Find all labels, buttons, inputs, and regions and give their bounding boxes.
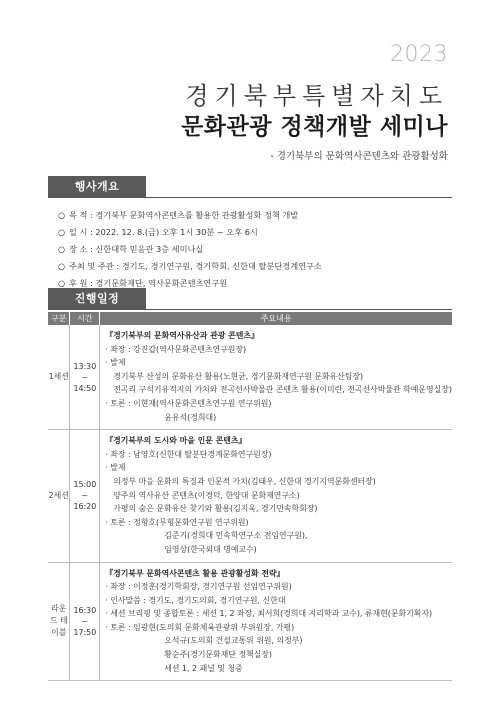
content-line: 세션 1, 2 패널 및 청중 <box>164 663 243 673</box>
content-line: · 발제 <box>105 463 126 473</box>
time-end: 14:50 <box>73 383 97 393</box>
content-line: 오석규(도의회 건설교통위 위원, 의정부) <box>164 636 303 646</box>
table-row <box>48 430 452 562</box>
schedule-heading: 진행일정 <box>48 288 146 309</box>
session-title: 『경기북부의 도시와 마을 인문 콘텐츠』 <box>105 436 247 446</box>
bullet-icon: ○ <box>58 227 66 237</box>
content-line: 황순주(경기문화재단 정책실장) <box>164 650 273 660</box>
overview-item <box>58 258 458 275</box>
content-line: · 인사말씀 : 경기도, 경기도의회, 경기연구원, 신한대 <box>105 595 286 605</box>
year-label: 2023 <box>390 42 448 67</box>
table-row <box>48 325 452 430</box>
overview-section-header <box>48 176 452 198</box>
time-separator: ~ <box>81 372 89 382</box>
overview-item <box>58 241 458 258</box>
session-label: 1세션 <box>48 325 70 430</box>
overview-item <box>58 224 458 241</box>
content-line: · 발제 <box>105 358 126 368</box>
content-line: 양주의 역사유산 콘텐츠(이경덕, 한양대 문화재연구소) <box>113 490 300 500</box>
title-line-2: 문화관광 정책개발 세미나 <box>181 114 448 140</box>
time-separator: ~ <box>81 616 89 626</box>
session-time <box>70 562 100 681</box>
content-line: 전곡리 구석기유적지의 가치와 전곡선사박물관 콘텐츠 활용(이미란, 전곡선사박물관 학예운영실장) <box>113 385 452 395</box>
bullet-icon: ○ <box>58 210 66 220</box>
column-header-content: 주요내용 <box>100 312 452 325</box>
overview-item-text: 일 시 : 2022. 12. 8.(금) 오후 1시 30분 ~ 오후 6시 <box>69 227 258 237</box>
session-label: 2세션 <box>48 430 70 562</box>
session-title: 『경기북부의 문화역사유산과 관광 콘텐츠』 <box>105 331 259 340</box>
content-line: · 토론 : 정형호(무형문화연구원 연구위원) <box>105 517 249 527</box>
time-end: 17:50 <box>73 627 97 637</box>
content-line: · 세션 브리핑 및 종합토론 : 세션 1, 2 좌장, 최서희(경희대 지리학과 교수), 류재현(문화기획자) <box>105 609 433 619</box>
bullet-icon: ○ <box>58 261 66 271</box>
session-content <box>100 430 452 562</box>
content-line: 김준기(경희대 민속학연구소 전임연구원), <box>164 531 308 541</box>
bullet-icon: ○ <box>58 244 66 254</box>
schedule-header-row <box>48 312 452 325</box>
overview-list <box>58 207 458 292</box>
overview-item-text: 목 적 : 경기북부 문화역사콘텐츠를 활용한 관광활성화 정책 개발 <box>69 210 299 220</box>
content-line: · 토론 : 이현재(역사문화콘텐츠연구원 연구위원) <box>105 398 272 408</box>
session-title: 『경기북부 문화역사콘텐츠 활용 관광활성화 전략』 <box>105 568 285 578</box>
schedule-table <box>48 312 452 681</box>
content-line: · 토론 : 임광현(도의회 문화체육관광위 부위원장, 가평) <box>105 622 295 632</box>
subtitle: - 경기북부의 문화역사콘텐츠와 관광활성화 <box>270 151 448 162</box>
time-start: 16:30 <box>73 605 97 615</box>
content-line: · 좌장 : 강진갑(역사문화콘텐츠연구원장) <box>105 344 247 354</box>
time-start: 15:00 <box>73 480 97 490</box>
overview-item-text: 후 원 : 경기문화재단, 역사문화콘텐츠연구원 <box>69 278 228 288</box>
content-line: 가평의 숨은 문화유산 찾기와 활용(김지욱, 경기민속학회장) <box>113 504 318 514</box>
bullet-icon: ○ <box>58 278 66 288</box>
overview-heading: 행사개요 <box>48 176 146 197</box>
content-line: · 좌장 : 이정훈(경기학회장, 경기연구원 선임연구위원) <box>105 582 292 592</box>
session-time <box>70 325 100 430</box>
time-separator: ~ <box>81 491 89 501</box>
session-label: 라운드 테이블 <box>48 562 70 681</box>
column-header-gubun: 구분 <box>48 312 70 325</box>
overview-item <box>58 207 458 224</box>
time-start: 13:30 <box>73 361 97 371</box>
content-line: 의정부 마을 문화의 특징과 인문적 가치(김태우, 신한대 경기지역문화센터장) <box>113 476 376 486</box>
content-line: · 좌장 : 남영호(신한대 탈분단경계문화연구원장) <box>105 449 272 459</box>
session-content <box>100 562 452 681</box>
title-line-1: 경기북부특별자치도 <box>185 82 448 110</box>
column-header-time: 시간 <box>70 312 100 325</box>
time-end: 16:20 <box>73 502 97 512</box>
table-row <box>48 562 452 681</box>
overview-item-text: 주최 및 주관 : 경기도, 경기연구원, 경기학회, 신한대 탈분단경계연구소 <box>69 261 322 271</box>
content-line: 윤유석(경희대) <box>164 412 217 422</box>
overview-item-text: 장 소 : 신한대학 믿음관 3층 세미나실 <box>69 244 204 254</box>
schedule-section-header <box>48 288 452 310</box>
content-line: 임영상(한국외대 명예교수) <box>164 544 257 554</box>
content-line: 경기북부 산성의 문화유산 활용(노현균, 경기문화재연구원 문화유산팀장) <box>113 371 364 381</box>
session-content <box>100 325 452 430</box>
session-time <box>70 430 100 562</box>
